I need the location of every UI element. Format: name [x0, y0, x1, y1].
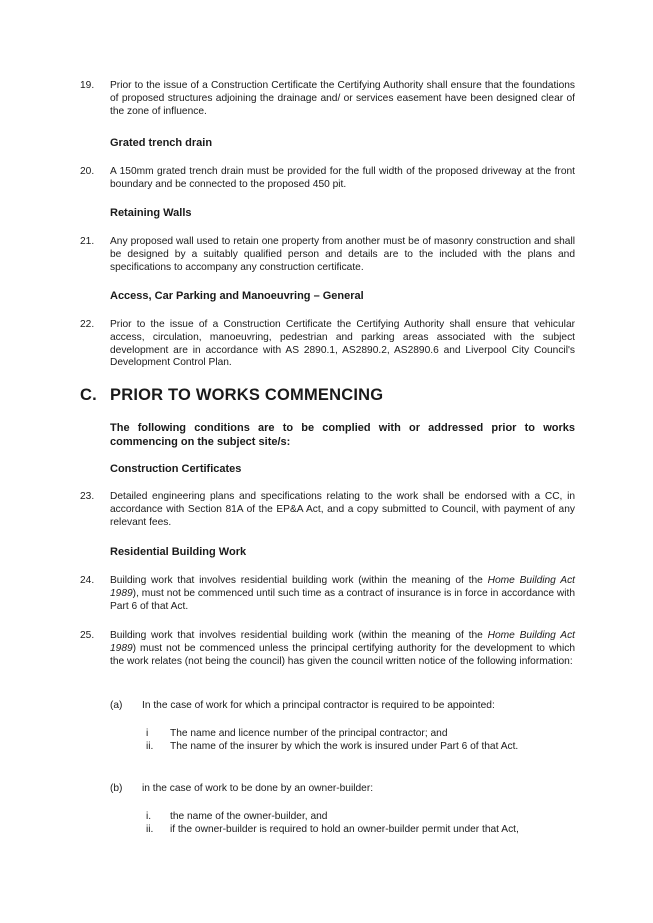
- sub-item-a: [110, 700, 575, 713]
- condition-text: [110, 575, 575, 613]
- sub-item-b: [110, 783, 575, 796]
- condition-19: [80, 80, 575, 118]
- sub-item-b-ii: [146, 824, 575, 837]
- condition-22: [80, 319, 575, 370]
- condition-text: Detailed engineering plans and specifications relating to the work shall be endorsed with a CC, in accordance with Section 81A of the EP&A Act, and a copy submitted to Council, with payment of any relevant fees.: [110, 491, 575, 528]
- sub-item-text: if the owner-builder is required to hold an owner-builder permit under that Act,: [170, 824, 519, 835]
- heading-retaining-walls: Retaining Walls: [110, 207, 192, 219]
- heading-residential-building-work: Residential Building Work: [110, 546, 247, 558]
- sub-item-label: (b): [110, 783, 123, 794]
- condition-text: [110, 630, 575, 668]
- condition-21: [80, 236, 575, 274]
- sub-item-text: the name of the owner-builder, and: [170, 811, 328, 822]
- condition-text: Prior to the issue of a Construction Certificate the Certifying Authority shall ensure that vehicular access, circulation, manoeuvring, pedestrian and parking areas associated with the subject development are in accordance with AS 2890.1, AS2890.2, AS2890.6 and Liverpool City Council's Development Control Plan.: [110, 319, 575, 369]
- sub-item-label: (a): [110, 700, 123, 711]
- condition-text: Prior to the issue of a Construction Certificate the Certifying Authority shall ensure that the foundations of proposed structures adjoining the drainage and/ or services easement have been designed clear of the zone of influence.: [110, 80, 575, 117]
- text-part: Building work that involves residential building work (within the meaning of the: [110, 630, 488, 641]
- condition-number: 19.: [80, 80, 95, 91]
- text-part: Building work that involves residential building work (within the meaning of the: [110, 575, 488, 586]
- section-letter: C.: [80, 386, 97, 404]
- sub-item-a-ii: [146, 741, 575, 754]
- act-name: Home Building Act 1989: [110, 630, 575, 654]
- text-part: ), must not be commenced until such time as a contract of insurance is in force in accordance with Part 6 of that Act.: [110, 587, 575, 612]
- section-intro: The following conditions are to be complied with or addressed prior to works commencing on the subject site/s:: [110, 422, 575, 448]
- sub-item-text: in the case of work to be done by an owner-builder:: [142, 783, 374, 794]
- condition-number: 25.: [80, 630, 95, 641]
- condition-25: [80, 630, 575, 668]
- sub-item-text: In the case of work for which a principal contractor is required to be appointed:: [142, 700, 495, 711]
- condition-23: [80, 491, 575, 529]
- sub-item-text: The name and licence number of the principal contractor; and: [170, 728, 448, 739]
- sub-item-label: ii.: [146, 824, 154, 835]
- condition-text: A 150mm grated trench drain must be provided for the full width of the proposed driveway at the front boundary and be connected to the proposed 450 pit.: [110, 166, 575, 190]
- sub-item-a-i: [146, 728, 575, 741]
- act-name: Home Building Act 1989: [110, 575, 575, 599]
- heading-grated-trench-drain: Grated trench drain: [110, 137, 213, 149]
- text-part: ) must not be commenced unless the principal certifying authority for the development to which the work relates (not being the council) has given the council written notice of the following information:: [110, 642, 575, 667]
- heading-access-car-parking: Access, Car Parking and Manoeuvring – General: [110, 290, 364, 302]
- sub-item-b-i: [146, 811, 575, 824]
- condition-number: 21.: [80, 236, 95, 247]
- section-title-text: PRIOR TO WORKS COMMENCING: [110, 386, 384, 404]
- condition-20: [80, 166, 575, 192]
- condition-number: 23.: [80, 491, 95, 502]
- section-title: [80, 386, 383, 405]
- sub-item-text: The name of the insurer by which the work is insured under Part 6 of that Act.: [170, 741, 519, 752]
- sub-item-label: ii.: [146, 741, 154, 752]
- sub-item-label: i.: [146, 811, 152, 822]
- heading-construction-certificates: Construction Certificates: [110, 463, 242, 475]
- sub-item-label: i: [146, 728, 149, 739]
- condition-text: Any proposed wall used to retain one property from another must be of masonry construction and shall be designed by a suitably qualified person and details are to the included with the plans and specifications to accompany any construction certificate.: [110, 236, 575, 273]
- condition-number: 24.: [80, 575, 95, 586]
- condition-number: 20.: [80, 166, 95, 177]
- condition-24: [80, 575, 575, 613]
- condition-number: 22.: [80, 319, 95, 330]
